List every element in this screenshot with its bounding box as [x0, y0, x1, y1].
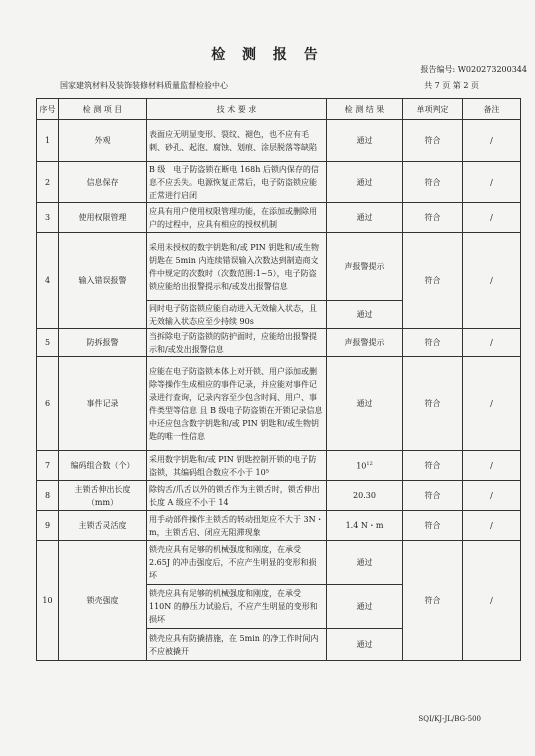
row-item: 使用权限管理	[59, 203, 147, 233]
row-result: 通过	[327, 541, 403, 585]
row-judgement: 符合	[403, 203, 463, 233]
row-remark: /	[463, 162, 521, 203]
row-no: 8	[37, 481, 59, 511]
row-item: 主锁舌灵活度	[59, 511, 147, 541]
row-result: 通过	[327, 585, 403, 629]
row-no: 1	[37, 120, 59, 162]
row-no: 3	[37, 203, 59, 233]
table-row	[37, 451, 521, 481]
row-result: 通过	[327, 357, 403, 451]
row-result: 通过	[327, 120, 403, 162]
row-judgement: 符合	[403, 451, 463, 481]
row-judgement: 符合	[403, 541, 463, 661]
row-requirement: 应能在电子防盗锁本体上对开锁、用户添加或删除等操作生成相应的事件记录，并应能对事件记录进行查询，记录内容至少包含时间、用户、事件类型等信息 且 B 级电子防盗锁在开锁记录信息中还应包含数字钥匙和/或 PIN 钥匙和/或生物钥匙的唯一性信息	[147, 357, 327, 451]
row-remark: /	[463, 233, 521, 329]
footer-code: SQI/KJ-JL/BG-500	[418, 715, 481, 723]
row-judgement: 符合	[403, 357, 463, 451]
report-title: 检 测 报 告	[211, 47, 324, 63]
row-requirement: 除钩舌/爪舌以外的锁舌作为主锁舌时，锁舌伸出长度 A 级应不小于 14	[147, 481, 327, 511]
row-item: 外观	[59, 120, 147, 162]
row-judgement: 符合	[403, 329, 463, 357]
row-remark: /	[463, 329, 521, 357]
row-remark: /	[463, 541, 521, 661]
row-requirement: 当拆除电子防盗锁的防护面时，应能给出报警提示和/或发出报警信息	[147, 329, 327, 357]
row-remark: /	[463, 511, 521, 541]
row-requirement: 采用未授权的数字钥匙和/或 PIN 钥匙和/或生物钥匙在 5min 内连续错误输入次数达到制造商文件中规定的次数时（次数范围:1~5），电子防盗锁应能给出报警提示和/或发出报警信息	[147, 233, 327, 301]
row-remark: /	[463, 120, 521, 162]
page-info: 共 7 页 第 2 页	[424, 81, 479, 90]
row-no: 10	[37, 541, 59, 661]
row-requirement: 锁壳应具有足够的机械强度和刚度，在承受 2.65J 的冲击强度后，不应产生明显的变形和损坏	[147, 541, 327, 585]
row-result: 声报警提示	[327, 329, 403, 357]
table-header-row	[37, 99, 521, 120]
row-judgement: 符合	[403, 481, 463, 511]
row-judgement: 符合	[403, 162, 463, 203]
row-remark: /	[463, 357, 521, 451]
row-item: 输入错误报警	[59, 233, 147, 329]
row-requirement: 同时电子防盗锁应能自动进入无效输入状态，且无效输入状态应至少持续 90s	[147, 301, 327, 329]
table-row	[37, 511, 521, 541]
test-results-table	[36, 98, 521, 661]
row-result: 1.4 N・m	[327, 511, 403, 541]
col-header-no: 序号	[37, 99, 59, 120]
row-result: 通过	[327, 629, 403, 661]
row-result: 声报警提示	[327, 233, 403, 301]
row-result: 通过	[327, 203, 403, 233]
result-exponent: 12	[366, 461, 373, 468]
row-requirement: 表面应无明显变形、裂纹、褪色，也不应有毛刺、砂孔、起泡、腐蚀、划痕、涂层脱落等缺陷	[147, 120, 327, 162]
row-no: 5	[37, 329, 59, 357]
row-judgement: 符合	[403, 120, 463, 162]
table-row	[37, 162, 521, 203]
table-row	[37, 357, 521, 451]
result-base: 10	[356, 461, 367, 471]
row-remark: /	[463, 451, 521, 481]
row-result: 通过	[327, 162, 403, 203]
row-item: 编码组合数（个）	[59, 451, 147, 481]
report-number: 报告编号: W020273200344	[420, 65, 527, 74]
row-no: 2	[37, 162, 59, 203]
row-no: 7	[37, 451, 59, 481]
row-requirement: 锁壳应具有足够的机械强度和刚度，在承受 110N 的静压力试验后，不应产生明显的变形和损坏	[147, 585, 327, 629]
row-judgement: 符合	[403, 233, 463, 329]
row-remark: /	[463, 203, 521, 233]
table-row	[37, 203, 521, 233]
col-header-remark: 备注	[463, 99, 521, 120]
row-no: 4	[37, 233, 59, 329]
row-remark: /	[463, 481, 521, 511]
row-requirement: B 级 电子防盗锁在断电 168h 后锁内保存的信息不应丢失。电源恢复正常后，电子防盗锁应能正常进行启闭	[147, 162, 327, 203]
table-row	[37, 233, 521, 301]
row-item: 锁壳强度	[59, 541, 147, 661]
table-row	[37, 329, 521, 357]
row-requirement: 锁壳应具有防撬措施，在 5min 的净工作时间内不应被撬开	[147, 629, 327, 661]
row-result	[327, 451, 403, 481]
row-no: 6	[37, 357, 59, 451]
row-result: 通过	[327, 301, 403, 329]
row-item: 事件记录	[59, 357, 147, 451]
table-row	[37, 120, 521, 162]
row-item: 信息保存	[59, 162, 147, 203]
col-header-result: 检 测 结 果	[327, 99, 403, 120]
col-header-item: 检 测 项 目	[59, 99, 147, 120]
organization-name: 国家建筑材料及装饰装修材料质量监督检验中心	[60, 81, 228, 90]
row-requirement: 用手动部件操作主锁舌的转动扭矩应不大于 3N・m，主锁舌启、闭应无阻滞现象	[147, 511, 327, 541]
row-result: 20.30	[327, 481, 403, 511]
row-requirement: 应具有用户使用权限管理功能，在添加或删除用户的过程中，应具有相应的授权机制	[147, 203, 327, 233]
row-judgement: 符合	[403, 511, 463, 541]
col-header-requirement: 技 术 要 求	[147, 99, 327, 120]
table-row	[37, 481, 521, 511]
row-requirement: 采用数字钥匙和/或 PIN 钥匙控制开锁的电子防盗锁，其编码组合数应不小于 10⁵	[147, 451, 327, 481]
table-row	[37, 541, 521, 585]
row-item: 防拆报警	[59, 329, 147, 357]
row-no: 9	[37, 511, 59, 541]
row-item: 主锁舌伸出长度（mm）	[59, 481, 147, 511]
col-header-judgement: 单项判定	[403, 99, 463, 120]
